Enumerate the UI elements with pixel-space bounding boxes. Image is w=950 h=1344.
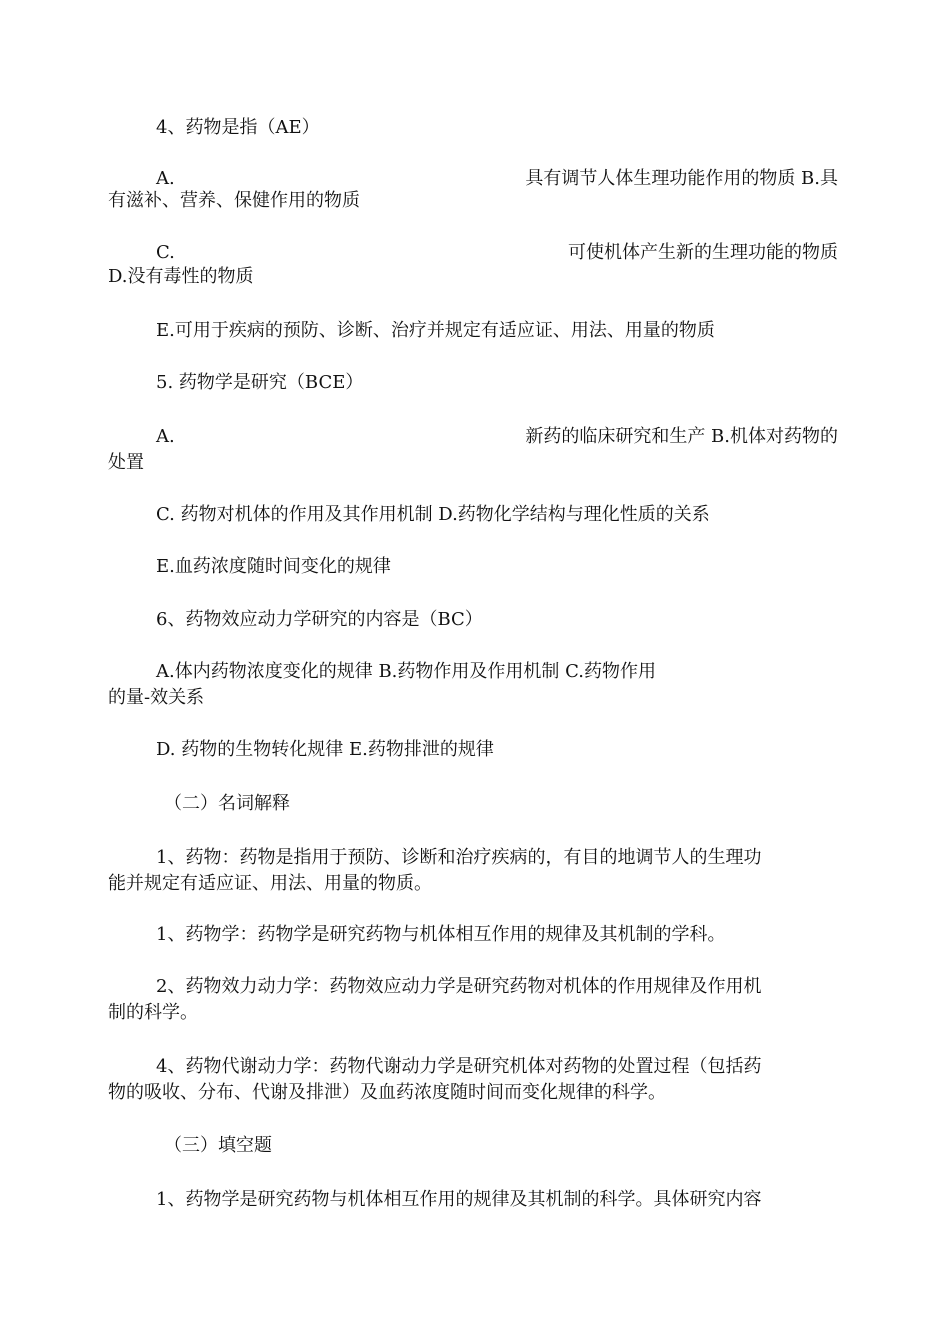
option-a-text: 具有调节人体生理功能作用的物质 B.具 (525, 168, 838, 189)
question-6-options-cont: 的量-效关系 (108, 687, 205, 708)
option-c-text: 可使机体产生新的生理功能的物质 (568, 242, 838, 263)
option-a-label: A. (156, 168, 175, 189)
term-pharmacology: 1、药物学：药物学是研究药物与机体相互作用的规律及其机制的学科。 (156, 924, 726, 945)
fill-blank-1: 1、药物学是研究药物与机体相互作用的规律及其机制的科学。具体研究内容 (156, 1189, 762, 1210)
question-5-option-a-row (156, 424, 838, 450)
question-4-option-c-row (156, 240, 838, 266)
option-a-text: 新药的临床研究和生产 B.机体对药物的 (525, 426, 838, 447)
question-4-option-e: E.可用于疾病的预防、诊断、治疗并规定有适应证、用法、用量的物质 (156, 320, 715, 341)
term-pharmacokinetics-line-1: 4、药物代谢动力学：药物代谢动力学是研究机体对药物的处置过程（包括药 (156, 1056, 762, 1077)
term-pharmacodynamics-line-1: 2、药物效力动力学：药物效应动力学是研究药物对机体的作用规律及作用机 (156, 976, 762, 997)
term-1-line-1: 1、药物：药物是指用于预防、诊断和治疗疾病的，有目的地调节人的生理功 (156, 847, 762, 868)
question-5-option-b-cont: 处置 (108, 452, 144, 473)
term-1-line-2: 能并规定有适应证、用法、用量的物质。 (108, 873, 432, 894)
question-6-options-de: D. 药物的生物转化规律 E.药物排泄的规律 (156, 739, 494, 760)
question-4-option-d: D.没有毒性的物质 (108, 266, 254, 287)
option-c-label: C. (156, 242, 175, 263)
question-6-options-abc: A.体内药物浓度变化的规律 B.药物作用及作用机制 C.药物作用 (156, 661, 656, 682)
question-5-option-e: E.血药浓度随时间变化的规律 (156, 556, 391, 577)
question-4-title: 4、药物是指（AE） (156, 117, 320, 138)
option-a-label: A. (156, 426, 175, 447)
question-6-title: 6、药物效应动力学研究的内容是（BC） (156, 609, 483, 630)
section-heading-terms: （二）名词解释 (164, 793, 290, 814)
term-pharmacokinetics-line-2: 物的吸收、分布、代谢及排泄）及血药浓度随时间而变化规律的科学。 (108, 1082, 666, 1103)
question-5-option-cd: C. 药物对机体的作用及其作用机制 D.药物化学结构与理化性质的关系 (156, 504, 710, 525)
question-5-title: 5. 药物学是研究（BCE） (156, 372, 364, 393)
term-pharmacodynamics-line-2: 制的科学。 (108, 1002, 198, 1023)
section-heading-fill-blank: （三）填空题 (164, 1135, 272, 1156)
question-4-option-b-cont: 有滋补、营养、保健作用的物质 (108, 190, 360, 211)
